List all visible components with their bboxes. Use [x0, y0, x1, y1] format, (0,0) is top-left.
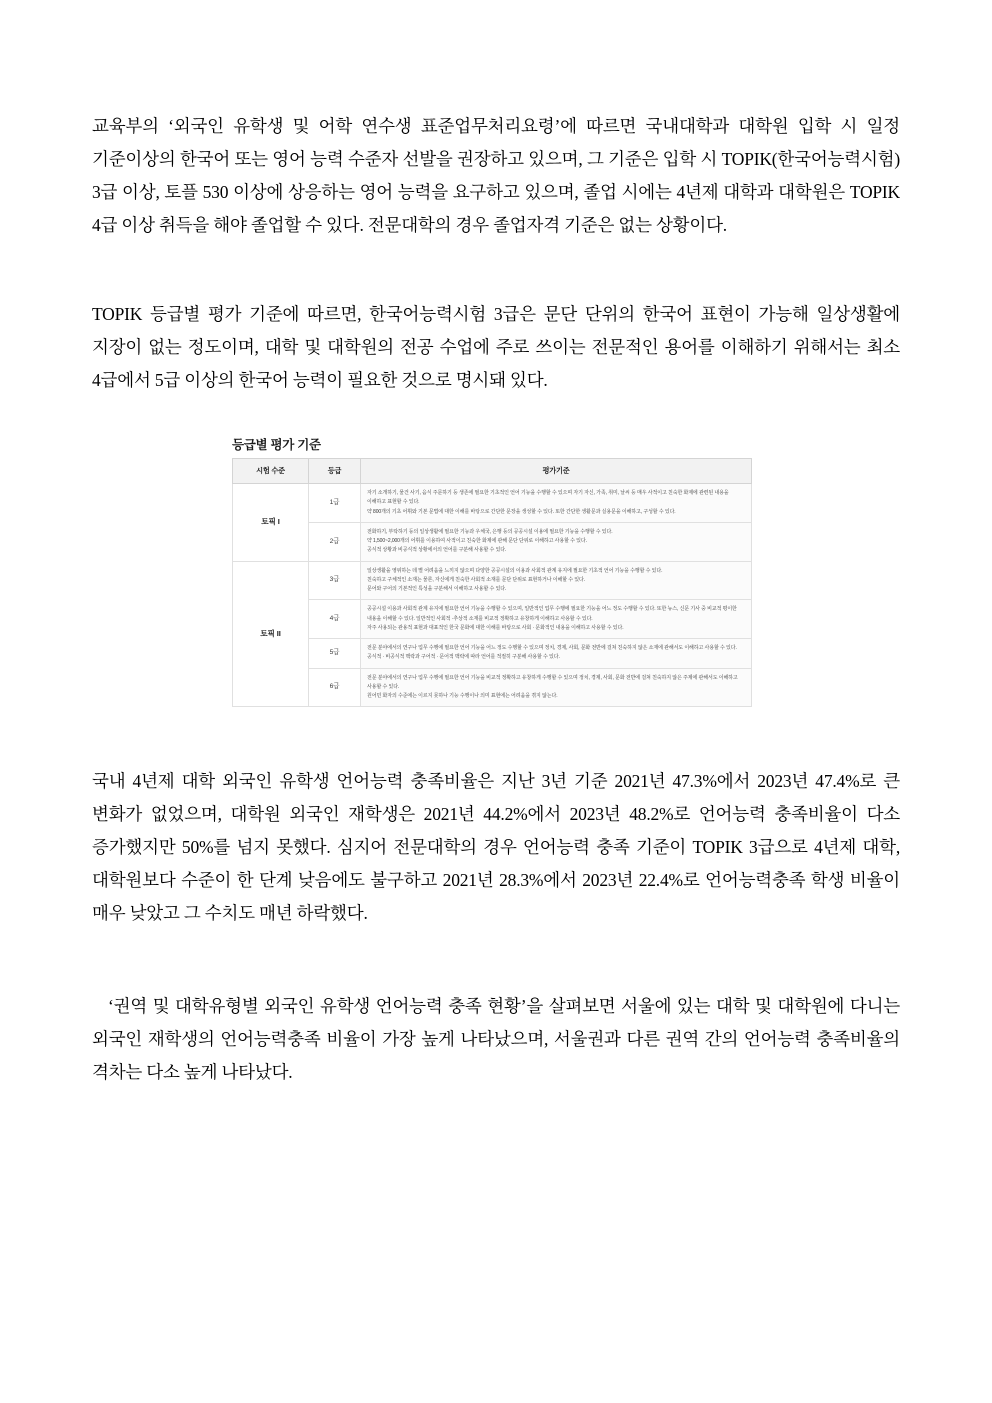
criteria-line: 전문 분야에서의 연구나 업무 수행에 필요한 언어 기능을 어느 정도 수행할 수 있으며 정치, 경제, 사회, 문화 전반에 걸쳐 친숙하지 않은 소재에 관해서도 이해하고 사용할 수 있다.: [367, 645, 737, 651]
test-level-cell: 토픽 II: [233, 561, 309, 707]
criteria-cell: [361, 600, 752, 639]
criteria-cell: [361, 668, 752, 707]
criteria-line: 공식적 상황과 비공식적 상황에서의 언어를 구분해 사용할 수 있다.: [367, 547, 507, 554]
criteria-cell: [361, 522, 752, 561]
table-row: [233, 484, 752, 523]
criteria-line: 일상생활을 영위하는 데 별 어려움을 느끼지 않으며 다양한 공공시설의 이용과 사회적 관계 유지에 필요한 기초적 언어 기능을 수행할 수 있다.: [367, 567, 663, 574]
spacer: [92, 707, 900, 765]
table-row: [233, 561, 752, 600]
paragraph-1: 교육부의 ‘외국인 유학생 및 어학 연수생 표준업무처리요령’에 따르면 국내대학과 대학원 입학 시 일정 기준이상의 한국어 또는 영어 능력 수준자 선발을 권장하고 있으며, 그 기준은 입학 시 TOPIK(한국어능력시험) 3급 이상, 토플 530 이상에 상응하는 영어 능력을 요구하고 있으며, 졸업 시에는 4년제 대학과 대학원은 TOPIK 4급 이상 취득을 해야 졸업할 수 있다. 전문대학의 경우 졸업자격 기준은 없는 상황이다.: [92, 116, 900, 235]
criteria-line: 문어와 구어의 기본적인 특성을 구분해서 이해하고 사용할 수 있다.: [367, 586, 507, 592]
paragraph-3: 국내 4년제 대학 외국인 유학생 언어능력 충족비율은 지난 3년 기준 2021년 47.3%에서 2023년 47.4%로 큰 변화가 없었으며, 대학원 외국인 재학생은 2021년 44.2%에서 2023년 48.2%로 언어능력 충족비율이 다소 증가했지만 50%를 넘지 못했다. 심지어 전문대학의 경우 언어능력 충족 기준이 TOPIK 3급으로 4년제 대학, 대학원보다 수준이 한 단계 낮음에도 불구하고 2021년 28.3%에서 2023년 22.4%로 언어능력충족 학생 비율이 매우 낮았고 그 수치도 매년 하락했다.: [92, 771, 900, 924]
criteria-line: 자기 소개하기, 물건 사기, 음식 주문하기 등 생존에 필요한 기초적인 언어 기능을 수행할 수 있으며 자기 자신, 가족, 취미, 날씨 등 매우 사적이고 친숙한 화제에 관련된 내용을 이해하고 표현할 수 있다.: [367, 490, 729, 506]
grade-cell: 2급: [309, 522, 361, 561]
topik-level-criteria-figure: [232, 431, 752, 707]
criteria-line: 친숙하고 구체적인 소재는 물론, 자신에게 친숙한 사회적 소재를 문단 단위로 표현하거나 이해할 수 있다.: [367, 576, 586, 583]
grade-cell: 1급: [309, 484, 361, 523]
criteria-line: 공식적 · 비공식적 맥락과 구어적 · 문어적 맥락에 따라 언어를 적절히 구분해 사용할 수 있다.: [367, 654, 560, 661]
table-header-test-level: 시험 수준: [233, 459, 309, 484]
spacer: [92, 964, 900, 990]
criteria-line: 전화하기, 부탁하기 등의 일상생활에 필요한 기능과 우체국, 은행 등의 공공시설 이용에 필요한 기능을 수행할 수 있다.: [367, 528, 613, 535]
table-header-row: [233, 459, 752, 484]
test-level-cell: 토픽 I: [233, 484, 309, 562]
table-row: [233, 600, 752, 639]
table-header-criteria: 평가기준: [361, 459, 752, 484]
criteria-line: 공공시설 이용과 사회적 관계 유지에 필요한 언어 기능을 수행할 수 있으며, 일반적인 업무 수행에 필요한 기능을 어느 정도 수행할 수 있다. 또한 뉴스, 신문 기사 중 비교적 평이한 내용을 이해할 수 있다. 일반적인 사회적 ·추상적 소재를 비교적 정확하고 유창하게 이해하고 사용할 수 있다.: [367, 606, 737, 622]
grade-cell: 4급: [309, 600, 361, 639]
criteria-line: 자주 사용되는 관용적 표현과 대표적인 한국 문화에 대한 이해를 바탕으로 사회 · 문화적인 내용을 이해하고 사용할 수 있다.: [367, 624, 624, 631]
topik-criteria-table: [232, 458, 752, 707]
grade-cell: 5급: [309, 639, 361, 669]
spacer: [92, 276, 900, 298]
criteria-line: 약 800개의 기초 어휘와 기본 문법에 대한 이해를 바탕으로 간단한 문장을 생성할 수 있다. 또한 간단한 생활문과 실용문을 이해하고, 구성할 수 있다.: [367, 508, 676, 515]
criteria-cell: [361, 561, 752, 600]
grade-cell: 3급: [309, 561, 361, 600]
figure-title: 등급별 평가 기준: [232, 438, 321, 452]
table-row: [233, 522, 752, 561]
table-row: [233, 639, 752, 669]
table-header-grade: 등급: [309, 459, 361, 484]
criteria-line: 약 1,500~2,000개의 어휘를 이용하여 사적이고 친숙한 화제에 관해 문단 단위로 이해하고 사용할 수 있다.: [367, 538, 587, 544]
criteria-line: 원어민 화자의 수준에는 이르지 못하나 기능 수행이나 의미 표현에는 어려움을 겪지 않는다.: [367, 693, 558, 699]
paragraph-2: TOPIK 등급별 평가 기준에 따르면, 한국어능력시험 3급은 문단 단위의 한국어 표현이 가능해 일상생활에 지장이 없는 정도이며, 대학 및 대학원의 전공 수업에 주로 쓰이는 전문적인 용어를 이해하기 위해서는 최소 4급에서 5급 이상의 한국어 능력이 필요한 것으로 명시돼 있다.: [92, 304, 900, 390]
table-row: [233, 668, 752, 707]
paragraph-4: ‘권역 및 대학유형별 외국인 유학생 언어능력 충족 현황’을 살펴보면 서울에 있는 대학 및 대학원에 다니는 외국인 재학생의 언어능력충족 비율이 가장 높게 나타났으며, 서울권과 다른 권역 간의 언어능력 충족비율의 격차는 다소 높게 나타났다.: [92, 996, 900, 1083]
criteria-cell: [361, 639, 752, 669]
grade-cell: 6급: [309, 668, 361, 707]
criteria-cell: [361, 484, 752, 523]
criteria-line: 전문 분야에서의 연구나 업무 수행에 필요한 언어 기능을 비교적 정확하고 유창하게 수행할 수 있으며 정치, 경제, 사회, 문화 전반에 걸쳐 친숙하지 않은 주제에 관해서도 이해하고 사용할 수 있다.: [367, 674, 738, 690]
